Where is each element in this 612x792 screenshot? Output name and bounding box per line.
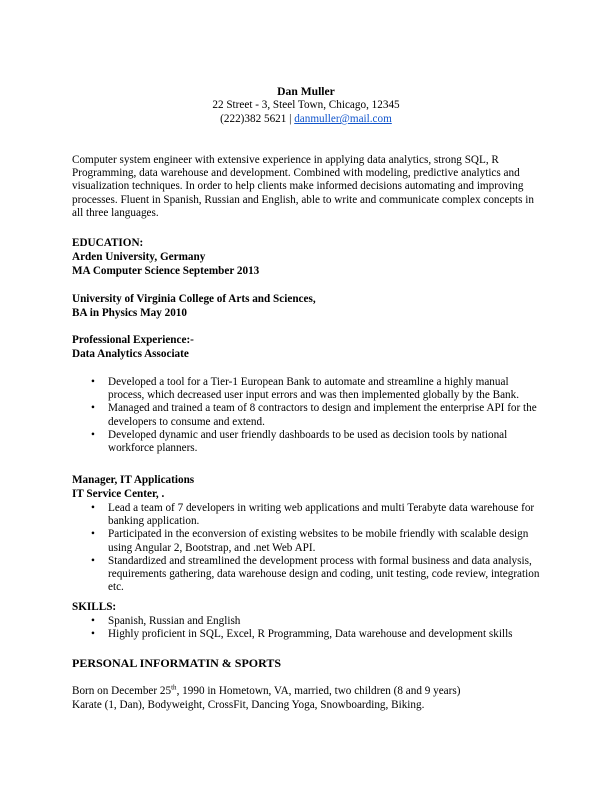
personal-sports-line: Karate (1, Dan), Bodyweight, CrossFit, Dancing Yoga, Snowboarding, Biking. — [72, 699, 425, 711]
list-item: • Developed dynamic and user friendly dashboards to be used as decision tools by national workforce planners. — [91, 428, 508, 455]
experience-heading: Professional Experience:- — [72, 334, 194, 346]
job-1-bullet-list — [90, 376, 540, 455]
list-item: • Highly proficient in SQL, Excel, R Programming, Data warehouse and development skills — [91, 628, 513, 641]
education-degree-2: BA in Physics May 2010 — [72, 307, 187, 319]
bullet-icon: • — [91, 628, 95, 641]
bullet-icon: • — [91, 502, 95, 514]
list-item: • Participated in the econversion of existing websites to be mobile friendly with scalable design using Angular 2, Bootstrap, and .net Web API. — [91, 528, 529, 554]
bullet-icon: • — [91, 428, 95, 441]
job-2-bullet-list — [90, 502, 540, 594]
candidate-name: Dan Muller — [277, 85, 335, 98]
bullet-icon: • — [91, 528, 95, 541]
education-heading: EDUCATION: — [72, 237, 144, 249]
bullet-icon: • — [91, 376, 95, 388]
candidate-phone: (222)382 5621 | — [220, 113, 295, 125]
list-item: • Developed a tool for a Tier-1 European Bank to automate and streamline a highly manual process, which decreased user input errors and was then implemented globally by the Bank. — [91, 376, 520, 402]
job-1-title: Data Analytics Associate — [72, 348, 189, 360]
skills-heading: SKILLS: — [72, 601, 117, 613]
education-school-1: Arden University, Germany — [72, 251, 206, 263]
candidate-address: 22 Street - 3, Steel Town, Chicago, 12345 — [212, 99, 400, 111]
resume-header — [72, 85, 540, 127]
bullet-icon: • — [91, 615, 95, 627]
personal-birth-line: Born on December 25th, 1990 in Hometown, VA, married, two children (8 and 9 years) — [72, 683, 461, 697]
list-item: • Spanish, Russian and English — [91, 615, 241, 627]
contact-line — [72, 113, 540, 127]
bullet-icon: • — [91, 402, 95, 415]
list-item: • Standardized and streamlined the development process with formal business and data analysis, requirements gathering, data warehouse design and coding, unit testing, code review, integration etc. — [91, 554, 540, 594]
skills-list — [90, 615, 540, 641]
summary-paragraph: Computer system engineer with extensive experience in applying data analytics, strong SQL, R Programming, data warehouse and development. Combined with modeling, predictive analytics and visualization techniques. In order to help clients make informed decisions automating and improving processes. Fluent in Spanish, Russian and English, able to write and communicate complex concepts in all three languages. — [72, 154, 535, 219]
list-item: • Lead a team of 7 developers in writing web applications and multi Terabyte data warehouse for banking application. — [91, 502, 535, 528]
list-item: • Managed and trained a team of 8 contractors to design and implement the enterprise API for the developers to consume and extend. — [91, 402, 537, 428]
education-degree-1: MA Computer Science September 2013 — [72, 265, 260, 277]
job-2-company: IT Service Center, . — [72, 488, 165, 500]
personal-heading: PERSONAL INFORMATIN & SPORTS — [72, 656, 282, 670]
email-link[interactable]: danmuller@mail.com — [294, 113, 392, 125]
bullet-icon: • — [91, 554, 95, 567]
job-2-title: Manager, IT Applications — [72, 474, 195, 486]
education-school-2: University of Virginia College of Arts and Sciences, — [72, 293, 316, 305]
